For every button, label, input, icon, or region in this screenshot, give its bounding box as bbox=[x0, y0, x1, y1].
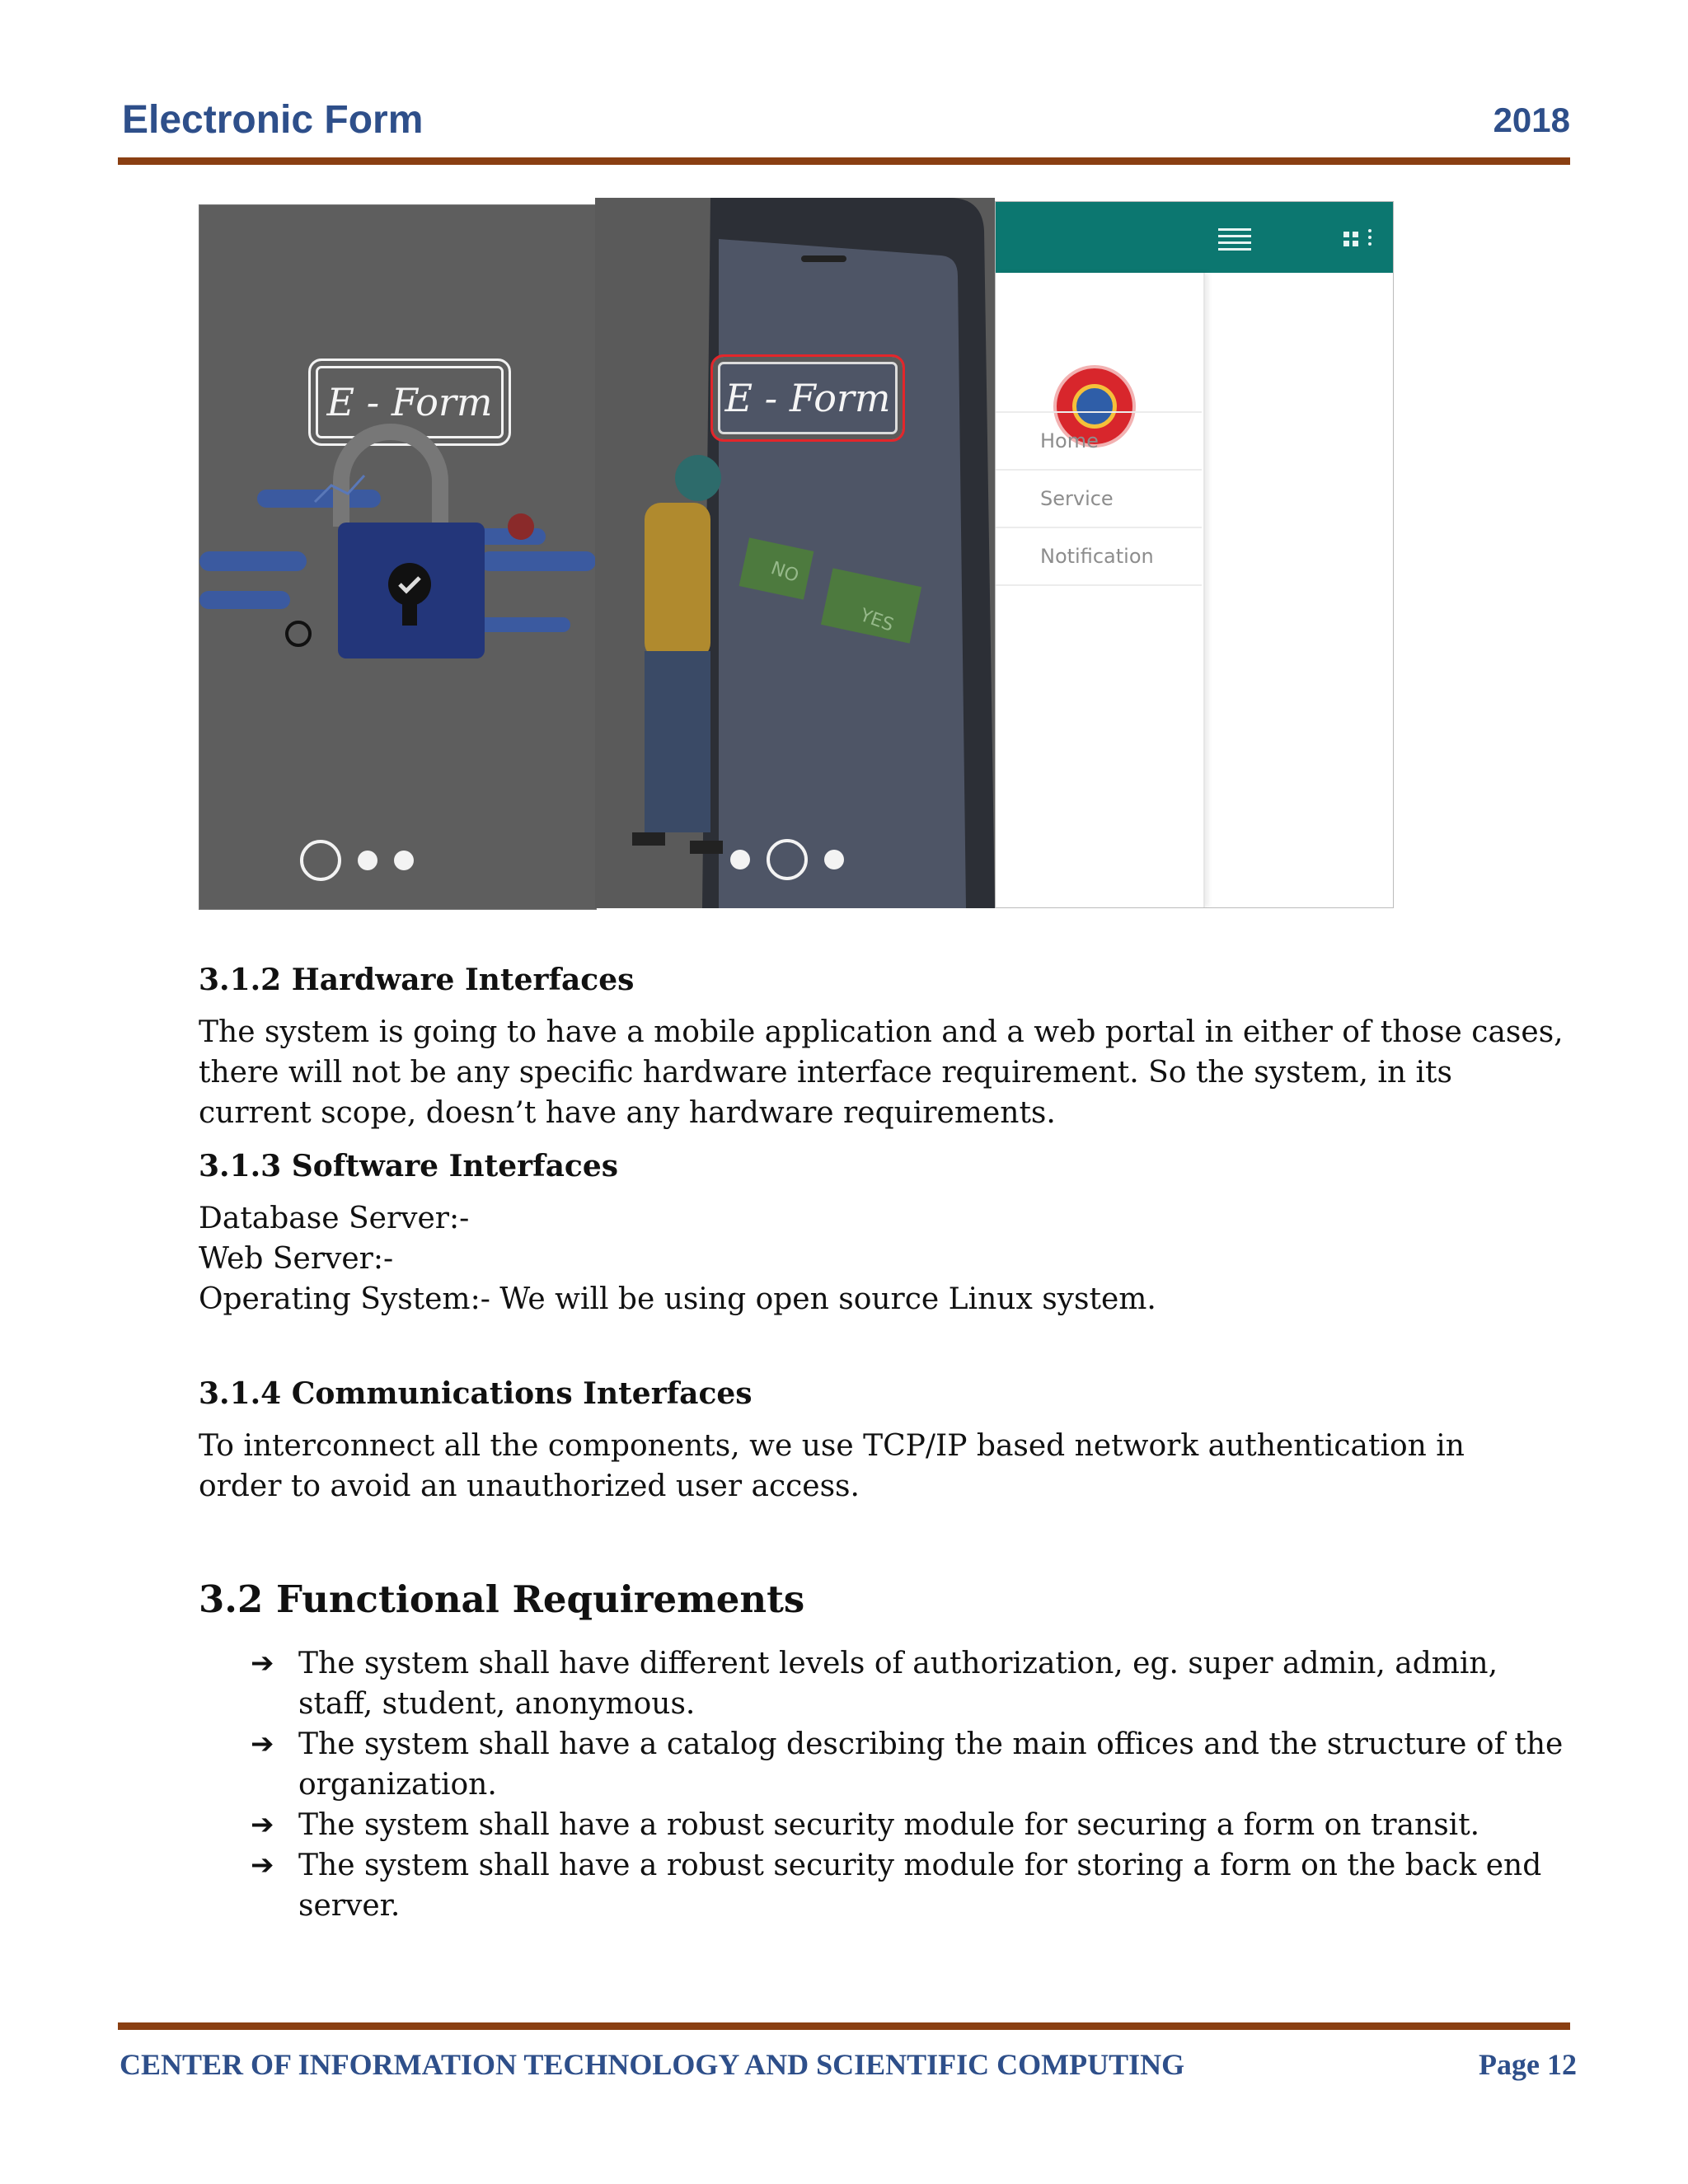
carousel-indicator[interactable] bbox=[300, 840, 414, 881]
hamburger-menu-icon[interactable] bbox=[1218, 228, 1251, 255]
carousel-dot[interactable] bbox=[358, 851, 377, 870]
eform-logo-badge-highlighted: E - Form bbox=[710, 354, 905, 442]
navigation-drawer-screen bbox=[995, 201, 1394, 908]
drawer-item-notification[interactable]: Notification bbox=[996, 527, 1202, 586]
app-bar bbox=[996, 202, 1393, 273]
grid-view-icon[interactable] bbox=[1343, 232, 1358, 246]
carousel-indicator[interactable] bbox=[730, 839, 844, 880]
software-paragraph bbox=[199, 1198, 1534, 1319]
communications-paragraph bbox=[199, 1426, 1534, 1507]
lock-illustration bbox=[199, 205, 596, 909]
footer-organization: CENTER OF INFORMATION TECHNOLOGY AND SCIENTIFIC COMPUTING bbox=[120, 2048, 1185, 2081]
hardware-paragraph bbox=[199, 1012, 1564, 1133]
arrow-bullet-icon: ➔ bbox=[251, 1647, 274, 1680]
carousel-dot[interactable] bbox=[824, 850, 844, 869]
list-item-line: staff, student, anonymous. bbox=[298, 1687, 696, 1721]
footer-page-number: Page 12 bbox=[1479, 2048, 1577, 2081]
splash-screen-phone bbox=[595, 198, 995, 908]
yes-button-label: YES bbox=[856, 605, 897, 636]
list-item-line: The system shall have a robust security module for securing a form on transit. bbox=[298, 1808, 1480, 1842]
list-item-line: The system shall have different levels of authorization, eg. super admin, admin, bbox=[298, 1647, 1498, 1680]
list-item bbox=[247, 1805, 1550, 1845]
list-item-line: The system shall have a catalog describing the main offices and the structure of the bbox=[298, 1727, 1564, 1761]
text-line: there will not be any specific hardware interface requirement. So the system, in its bbox=[199, 1056, 1452, 1090]
app-screenshots-figure bbox=[199, 198, 1394, 908]
section-heading-functional: 3.2 Functional Requirements bbox=[199, 1577, 805, 1621]
phone-illustration bbox=[595, 198, 995, 908]
footer-rule bbox=[118, 2022, 1570, 2030]
list-item-line: server. bbox=[298, 1889, 401, 1923]
list-item bbox=[247, 1643, 1550, 1724]
list-item bbox=[247, 1845, 1550, 1926]
section-heading-communications: 3.1.4 Communications Interfaces bbox=[199, 1376, 753, 1411]
carousel-dot-active[interactable] bbox=[300, 840, 341, 881]
text-line: Operating System:- We will be using open source Linux system. bbox=[199, 1282, 1156, 1316]
text-line: To interconnect all the components, we use TCP/IP based network authentication in bbox=[199, 1429, 1465, 1463]
section-heading-software: 3.1.3 Software Interfaces bbox=[199, 1149, 619, 1183]
text-line: The system is going to have a mobile application and a web portal in either of those cases, bbox=[199, 1015, 1564, 1049]
list-item bbox=[247, 1724, 1564, 1805]
arrow-bullet-icon: ➔ bbox=[251, 1849, 274, 1882]
functional-requirements-list bbox=[247, 1643, 1564, 1926]
list-item-line: The system shall have a robust security module for storing a form on the back end bbox=[298, 1849, 1542, 1882]
drawer-item-service[interactable]: Service bbox=[996, 469, 1202, 527]
no-button-label: NO bbox=[767, 558, 802, 588]
text-line: current scope, doesn’t have any hardware requirements. bbox=[199, 1096, 1056, 1130]
arrow-bullet-icon: ➔ bbox=[251, 1808, 274, 1841]
page-header-title: Electronic Form bbox=[122, 98, 424, 142]
header-rule bbox=[118, 157, 1570, 165]
list-item-line: organization. bbox=[298, 1768, 497, 1802]
drawer-item-home[interactable]: Home bbox=[996, 411, 1202, 469]
navigation-drawer bbox=[996, 273, 1205, 907]
text-line: Web Server:- bbox=[199, 1242, 394, 1276]
more-options-icon[interactable] bbox=[1368, 229, 1372, 249]
text-line: order to avoid an unauthorized user access. bbox=[199, 1469, 860, 1503]
carousel-dot-active[interactable] bbox=[767, 839, 808, 880]
eform-logo-badge: E - Form bbox=[308, 359, 511, 446]
arrow-bullet-icon: ➔ bbox=[251, 1727, 274, 1760]
section-heading-hardware: 3.1.2 Hardware Interfaces bbox=[199, 963, 635, 997]
carousel-dot[interactable] bbox=[394, 851, 414, 870]
carousel-dot[interactable] bbox=[730, 850, 750, 869]
page-header-year: 2018 bbox=[1493, 101, 1570, 139]
splash-screen-lock bbox=[199, 204, 597, 910]
text-line: Database Server:- bbox=[199, 1202, 470, 1235]
